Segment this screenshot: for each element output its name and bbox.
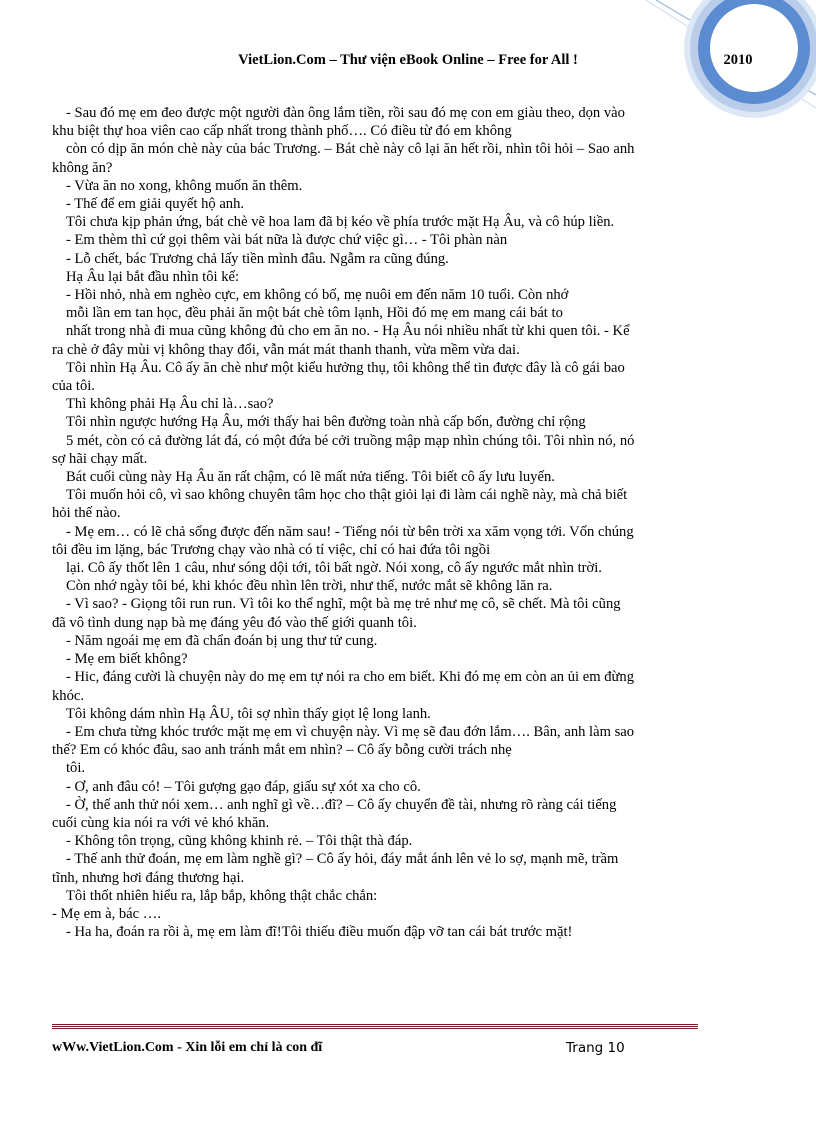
text-line: - Em chưa từng khóc trước mặt mẹ em vì chuyện này. Vì mẹ sẽ đau đớn lắm…. Bân, anh làm sao	[66, 723, 635, 740]
text-line: thế? Em có khóc đâu, sao anh tránh mắt em nhìn? – Cô ấy bỗng cười trách nhẹ	[52, 742, 512, 759]
text-line: tĩnh, nhưng hơi đáng thương hại.	[52, 869, 245, 886]
text-line: ra chè ở đây mùi vị không thay đổi, vẫn mát mát thanh thanh, vừa mềm vừa dai.	[52, 341, 520, 358]
text-line: tôi đều im lặng, bác Trương chạy vào nhà có tí việc, chỉ có hai đứa tôi ngồi	[52, 541, 491, 558]
text-line: của tôi.	[52, 378, 95, 395]
text-line: - Em thèm thì cứ gọi thêm vài bát nữa là được chứ việc gì… - Tôi phàn nàn	[66, 232, 508, 249]
text-line: Tôi thốt nhiên hiểu ra, lắp bắp, không thật chắc chắn:	[66, 887, 378, 904]
text-line: Tôi chưa kịp phản ứng, bát chè vẽ hoa lam đã bị kéo về phía trước mặt Hạ Âu, và cô húp liền.	[66, 214, 615, 231]
text-line: lại. Cô ấy thốt lên 1 câu, như sóng dội tới, tôi bất ngờ. Nói xong, cô ấy ngước mắt nhìn trời.	[66, 560, 602, 577]
text-line: - Ha ha, đoán ra rồi à, mẹ em làm đĩ!Tôi thiếu điều muốn đập vỡ tan cái bát trước mặt!	[66, 924, 573, 941]
text-line: Bát cuối cùng này Hạ Âu ăn rất chậm, có lẽ mất nửa tiếng. Tôi biết cô ấy lưu luyến.	[66, 469, 555, 486]
text-line: - Sau đó mẹ em đeo được một người đàn ông lắm tiền, rồi sau đó mẹ con em giàu theo, dọn vào	[66, 105, 625, 121]
body-text	[52, 104, 702, 941]
text-line: nhất trong nhà đi mua cũng không đủ cho em ăn no. - Hạ Âu nói nhiều nhất từ khi quen tôi. - Kể	[66, 323, 630, 340]
text-line: - Hic, đáng cười là chuyện này do mẹ em tự nói ra cho em biết. Khi đó mẹ em còn an ủi em đừng	[66, 669, 635, 686]
text-line: - Thế để em giải quyết hộ anh.	[66, 196, 245, 213]
text-line: cuối cùng kia nói ra với vẻ khó khăn.	[52, 814, 270, 831]
text-line: - Mẹ em… có lẽ chả sống được đến năm sau! - Tiếng nói từ bên trời xa xăm vọng tới. Vốn chúng	[66, 523, 634, 540]
text-line: sợ hãi chạy mất.	[52, 450, 148, 467]
text-line: - Ờ, thế anh thử nói xem… anh nghĩ gì về…đĩ? – Cô ấy chuyển đề tài, nhưng rõ ràng cái tiếng	[66, 796, 617, 813]
header-title: VietLion.Com – Thư viện eBook Online – Free for All !	[238, 52, 578, 68]
text-line: - Năm ngoái mẹ em đã chẩn đoán bị ung thư tử cung.	[66, 632, 378, 649]
text-line: Còn nhớ ngày tôi bé, khi khóc đều nhìn lên trời, như thế, nước mắt sẽ không lăn ra.	[66, 578, 553, 595]
text-line: - Vừa ăn no xong, không muốn ăn thêm.	[66, 177, 303, 194]
text-line: - Vì sao? - Giọng tôi run run. Vì tôi ko thể nghĩ, một bà mẹ trẻ như mẹ cô, sẽ chết. Mà tôi cũng	[66, 596, 621, 613]
text-line: - Mẹ em à, bác ….	[52, 905, 162, 922]
footer-title: wWw.VietLion.Com - Xin lỗi em chỉ là con đĩ	[52, 1040, 323, 1055]
text-line: đã vô tình dung nạp bà mẹ đáng yêu đó vào thế giới quanh tôi.	[52, 614, 417, 631]
text-line: Hạ Âu lại bắt đầu nhìn tôi kể:	[66, 268, 240, 285]
text-line: Tôi nhìn ngược hướng Hạ Âu, mới thấy hai bên đường toàn nhà cấp bốn, đường chỉ rộng	[66, 414, 586, 431]
text-line: Tôi không dám nhìn Hạ ÂU, tôi sợ nhìn thấy giọt lệ long lanh.	[66, 705, 431, 722]
text-line: - Mẹ em biết không?	[66, 651, 188, 668]
text-line: khóc.	[52, 687, 85, 704]
footer-rule	[52, 1024, 698, 1030]
text-line: còn có dịp ăn món chè này của bác Trương. – Bát chè này cô lại ăn hết rồi, nhìn tôi hỏi – Sao anh	[66, 141, 635, 158]
text-line: Tôi muốn hỏi cô, vì sao không chuyên tâm học cho thật giỏi lại đi làm cái nghề này, mà chả biết	[66, 487, 628, 504]
text-line: Tôi nhìn Hạ Âu. Cô ấy ăn chè như một kiểu hưởng thụ, tôi không thể tin được đây là cô gái bao	[66, 359, 625, 376]
text-line: - Ơ, anh đâu có! – Tôi gượng gạo đáp, giấu sự xót xa cho cô.	[66, 778, 421, 795]
text-line: - Thế anh thử đoán, mẹ em làm nghề gì? – Cô ấy hỏi, đáy mắt ánh lên vẻ lo sợ, mạnh mẽ, trầm	[66, 851, 619, 868]
text-line: - Lỗ chết, bác Trương chả lấy tiền mình đâu. Ngẫm ra cũng đúng.	[66, 250, 449, 267]
text-line: mỗi lần em tan học, đều phải ăn một bát chè tôm lạnh, Hồi đó mẹ em mang cái bát to	[66, 305, 563, 322]
text-line: khu biệt thự hoa viên cao cấp nhất trong thành phố…. Có điều từ đó em không	[52, 123, 512, 140]
text-line: tôi.	[66, 760, 86, 777]
text-line: hỏi thế nào.	[52, 505, 121, 522]
text-line: không ăn?	[52, 159, 113, 176]
text-line: 5 mét, còn có cả đường lát đá, có một đứa bé cởi truồng mập mạp nhìn chúng tôi. Tôi nhìn nó, nó	[66, 432, 635, 449]
text-line: Thì không phải Hạ Âu chỉ là…sao?	[66, 396, 274, 413]
text-line: - Không tôn trọng, cũng không khinh rẻ. – Tôi thật thà đáp.	[66, 833, 413, 850]
page-number: Trang 10	[566, 1040, 625, 1056]
text-line: - Hồi nhỏ, nhà em nghèo cực, em không có bố, mẹ nuôi em đến năm 10 tuổi. Còn nhớ	[66, 287, 569, 304]
header-year: 2010	[723, 52, 753, 68]
